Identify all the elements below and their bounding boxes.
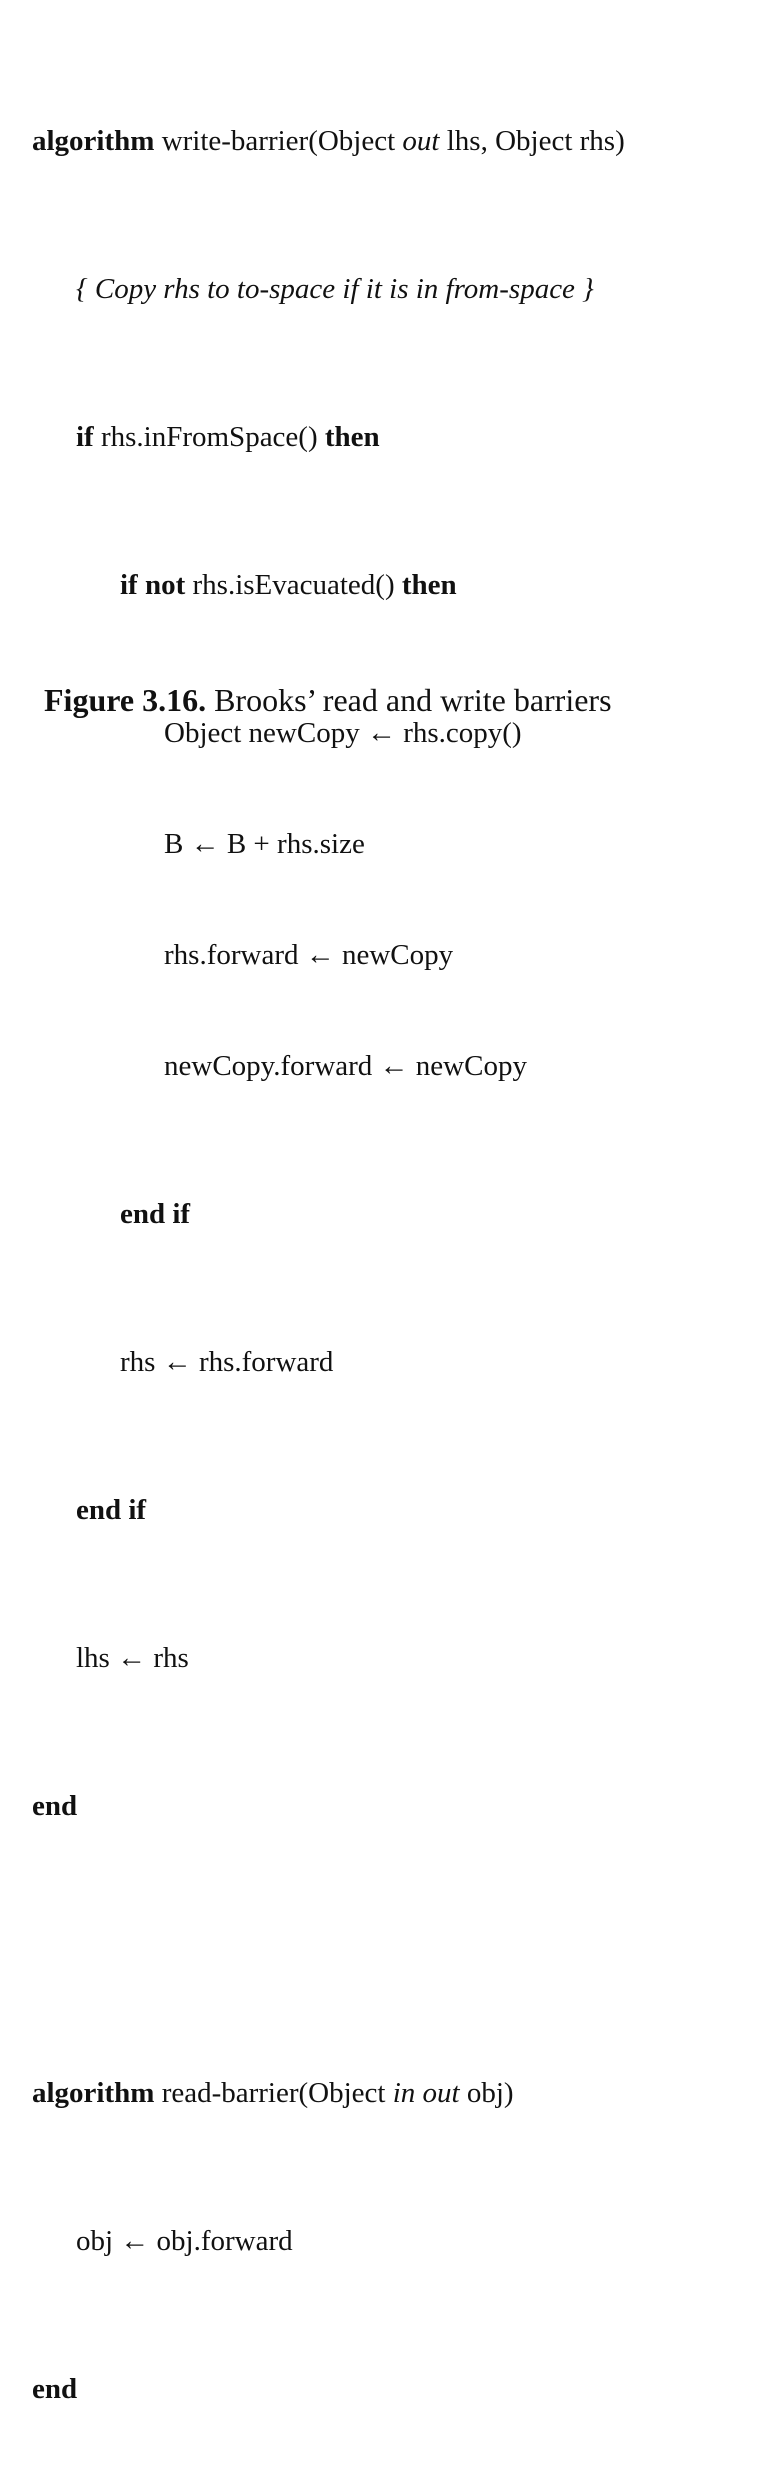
write-barrier-comment xyxy=(32,271,625,308)
caption-text: Brooks’ read and write barriers xyxy=(206,682,612,718)
algorithm-separator xyxy=(32,1936,625,1964)
statement-new-copy: Object newCopy ← rhs.copy() xyxy=(164,717,522,749)
read-barrier-signature xyxy=(32,2075,625,2112)
end-if-outer-keyword: end if xyxy=(76,1494,147,1526)
read-barrier-end xyxy=(32,2371,625,2408)
comment-text: { Copy rhs to to-space if it is in from-space } xyxy=(76,273,594,305)
if-keyword: if xyxy=(76,421,94,453)
statement-newcopy-forward: newCopy.forward ← newCopy xyxy=(164,1050,527,1082)
then-keyword: then xyxy=(324,421,380,453)
statement-rhs-forward: rhs.forward ← newCopy xyxy=(164,939,454,971)
if-condition: rhs.inFromSpace() xyxy=(93,421,325,453)
statement-obj-forward: obj ← obj.forward xyxy=(76,2225,293,2257)
statement-b-increment: B ← B + rhs.size xyxy=(164,828,365,860)
figure-caption xyxy=(44,681,612,719)
write-barrier-name: write-barrier(Object xyxy=(161,125,403,157)
if-not-keyword: if not xyxy=(120,569,186,601)
in-out-param-mode: in out xyxy=(392,2077,460,2109)
algorithm-keyword-2: algorithm xyxy=(32,2077,155,2109)
if-not-condition: rhs.isEvacuated() xyxy=(185,569,402,601)
end-if-inner xyxy=(32,1196,625,1233)
end-if-inner-keyword: end if xyxy=(120,1198,191,1230)
write-barrier-params: lhs, Object rhs) xyxy=(439,125,625,157)
end-keyword-2: end xyxy=(32,2373,78,2405)
pseudocode-block xyxy=(32,12,625,2482)
write-barrier-signature xyxy=(32,123,625,160)
then-keyword-inner: then xyxy=(401,569,457,601)
algorithm-keyword: algorithm xyxy=(32,125,155,157)
end-if-outer xyxy=(32,1492,625,1529)
if-not-evacuated-line xyxy=(32,567,625,604)
out-param-mode: out xyxy=(402,125,440,157)
statement-rhs-assign: rhs ← rhs.forward xyxy=(120,1346,334,1378)
statement-lhs-assign: lhs ← rhs xyxy=(76,1642,189,1674)
figure-label: Figure 3.16. xyxy=(44,682,207,718)
read-barrier-params: obj) xyxy=(459,2077,514,2109)
end-keyword: end xyxy=(32,1790,78,1822)
if-from-space-line xyxy=(32,419,625,456)
write-barrier-end xyxy=(32,1788,625,1825)
read-barrier-name: read-barrier(Object xyxy=(161,2077,393,2109)
